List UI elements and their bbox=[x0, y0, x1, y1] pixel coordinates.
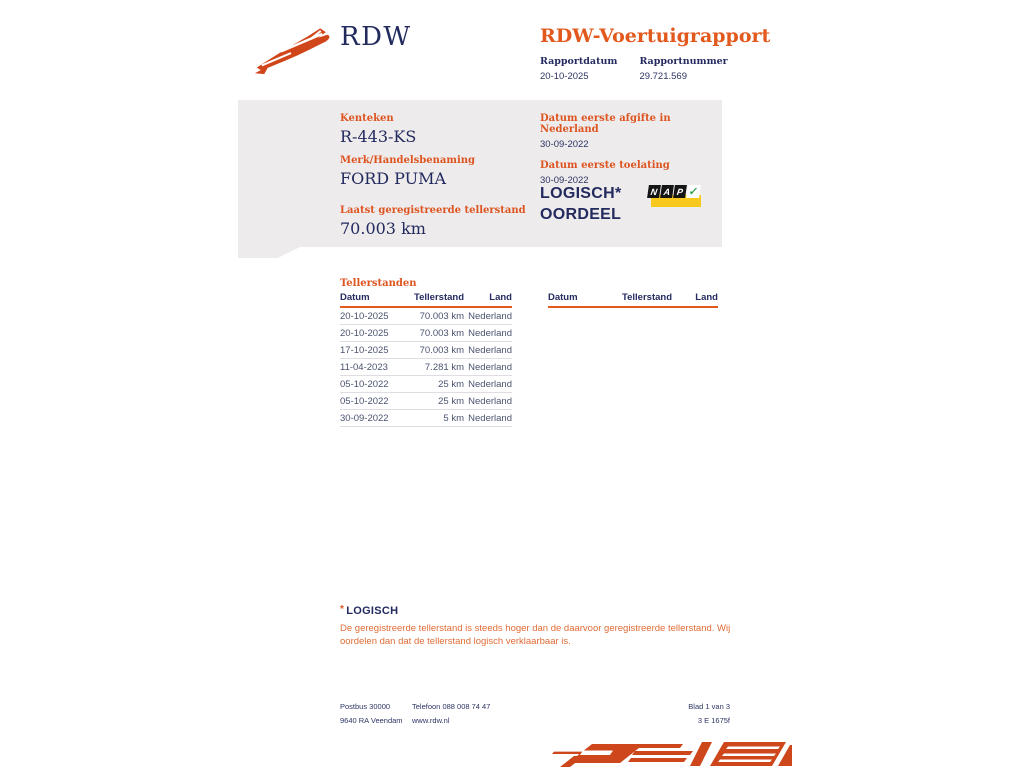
table-cell: 70.003 km bbox=[419, 345, 464, 356]
table-cell: Nederland bbox=[468, 379, 512, 390]
tellerstanden-table-left bbox=[340, 292, 512, 427]
afgifte-label: Datum eerste afgifte in Nederland bbox=[540, 113, 671, 135]
footer-phone: Telefoon 088 008 74 47 bbox=[412, 702, 491, 711]
oordeel-line1: LOGISCH* bbox=[540, 185, 622, 202]
table-cell: Nederland bbox=[468, 396, 512, 407]
page-title: RDW-Voertuigrapport bbox=[540, 25, 771, 47]
table-header bbox=[340, 292, 512, 308]
table-cell: Nederland bbox=[468, 311, 512, 322]
table-row bbox=[340, 359, 512, 376]
rdw-feather-logo-icon bbox=[253, 20, 337, 76]
table-cell: 70.003 km bbox=[419, 328, 464, 339]
table-row bbox=[340, 393, 512, 410]
col-header-land: Land bbox=[489, 292, 512, 303]
col-header-land: Land bbox=[695, 292, 718, 303]
logisch-footnote bbox=[340, 604, 734, 648]
afgifte-value: 30-09-2022 bbox=[540, 139, 589, 150]
table-cell: Nederland bbox=[468, 328, 512, 339]
nap-letter-n: N bbox=[647, 185, 661, 198]
merk-value: FORD PUMA bbox=[340, 169, 447, 188]
report-meta bbox=[540, 56, 728, 82]
table-cell: 05-10-2022 bbox=[340, 379, 389, 390]
tellerstand-label: Laatst geregistreerde tellerstand bbox=[340, 205, 526, 216]
table-cell: 20-10-2025 bbox=[340, 328, 389, 339]
table-row bbox=[340, 325, 512, 342]
bottom-decorative-feather-graphic bbox=[552, 739, 792, 768]
table-cell: 70.003 km bbox=[419, 311, 464, 322]
table-row bbox=[340, 342, 512, 359]
col-header-tellerstand: Tellerstand bbox=[414, 292, 464, 303]
col-header-datum: Datum bbox=[340, 292, 370, 303]
footer-page-number: Blad 1 van 3 bbox=[688, 702, 730, 711]
merk-label: Merk/Handelsbenaming bbox=[340, 155, 476, 166]
panel-corner-tab bbox=[238, 247, 300, 258]
table-cell: 25 km bbox=[438, 396, 464, 407]
col-header-tellerstand: Tellerstand bbox=[622, 292, 672, 303]
table-row bbox=[340, 308, 512, 325]
toelating-value: 30-09-2022 bbox=[540, 175, 589, 186]
rapportnummer-label: Rapportnummer bbox=[639, 56, 728, 67]
toelating-label: Datum eerste toelating bbox=[540, 160, 670, 171]
footnote-asterisk: * bbox=[340, 604, 345, 615]
table-cell: 25 km bbox=[438, 379, 464, 390]
vehicle-summary-panel bbox=[238, 100, 722, 247]
rapportdatum-field bbox=[540, 56, 617, 82]
kenteken-value: R-443-KS bbox=[340, 127, 417, 146]
table-cell: 5 km bbox=[443, 413, 464, 424]
table-cell: 11-04-2023 bbox=[340, 362, 388, 373]
tellerstanden-heading: Tellerstanden bbox=[340, 278, 417, 289]
footer-address-line1: Postbus 30000 bbox=[340, 702, 391, 711]
oordeel-line2: OORDEEL bbox=[540, 206, 622, 223]
nap-check-icon: ✓ bbox=[686, 185, 701, 198]
table-cell: 05-10-2022 bbox=[340, 396, 389, 407]
tellerstanden-rows bbox=[340, 308, 512, 427]
rapportnummer-field bbox=[639, 56, 727, 82]
nap-logo bbox=[648, 185, 702, 211]
rapportnummer-value: 29.721.569 bbox=[639, 71, 687, 82]
table-cell: 20-10-2025 bbox=[340, 311, 389, 322]
footnote-heading-text: LOGISCH bbox=[346, 605, 399, 617]
nap-letter-a: A bbox=[660, 185, 674, 198]
tellerstanden-table-right bbox=[548, 292, 718, 308]
table-header bbox=[548, 292, 718, 308]
col-header-datum: Datum bbox=[548, 292, 578, 303]
table-row bbox=[340, 376, 512, 393]
footer-form-code: 3 E 1675f bbox=[697, 716, 730, 725]
brand-wordmark: RDW bbox=[340, 22, 412, 52]
table-cell: 30-09-2022 bbox=[340, 413, 389, 424]
table-cell: Nederland bbox=[468, 345, 512, 356]
table-cell: 7.281 km bbox=[424, 362, 464, 373]
table-cell: Nederland bbox=[468, 362, 512, 373]
table-cell: Nederland bbox=[468, 413, 512, 424]
table-row bbox=[340, 410, 512, 427]
footer-website: www.rdw.nl bbox=[412, 716, 450, 725]
footer-address-line2: 9640 RA Veendam bbox=[340, 716, 403, 725]
kenteken-label: Kenteken bbox=[340, 113, 394, 124]
tellerstand-value: 70.003 km bbox=[340, 219, 426, 238]
oordeel-badge bbox=[540, 183, 622, 225]
rapportdatum-label: Rapportdatum bbox=[540, 56, 618, 67]
rapportdatum-value: 20-10-2025 bbox=[540, 71, 589, 82]
table-cell: 17-10-2025 bbox=[340, 345, 389, 356]
footnote-text: De geregistreerde tellerstand is steeds hoger dan de daarvoor geregistreerde tellerstand. Wij oordelen dan dat de tellerstand logisch verklaarbaar is. bbox=[340, 623, 731, 647]
nap-letter-p: P bbox=[673, 185, 687, 198]
footnote-heading bbox=[340, 604, 734, 617]
